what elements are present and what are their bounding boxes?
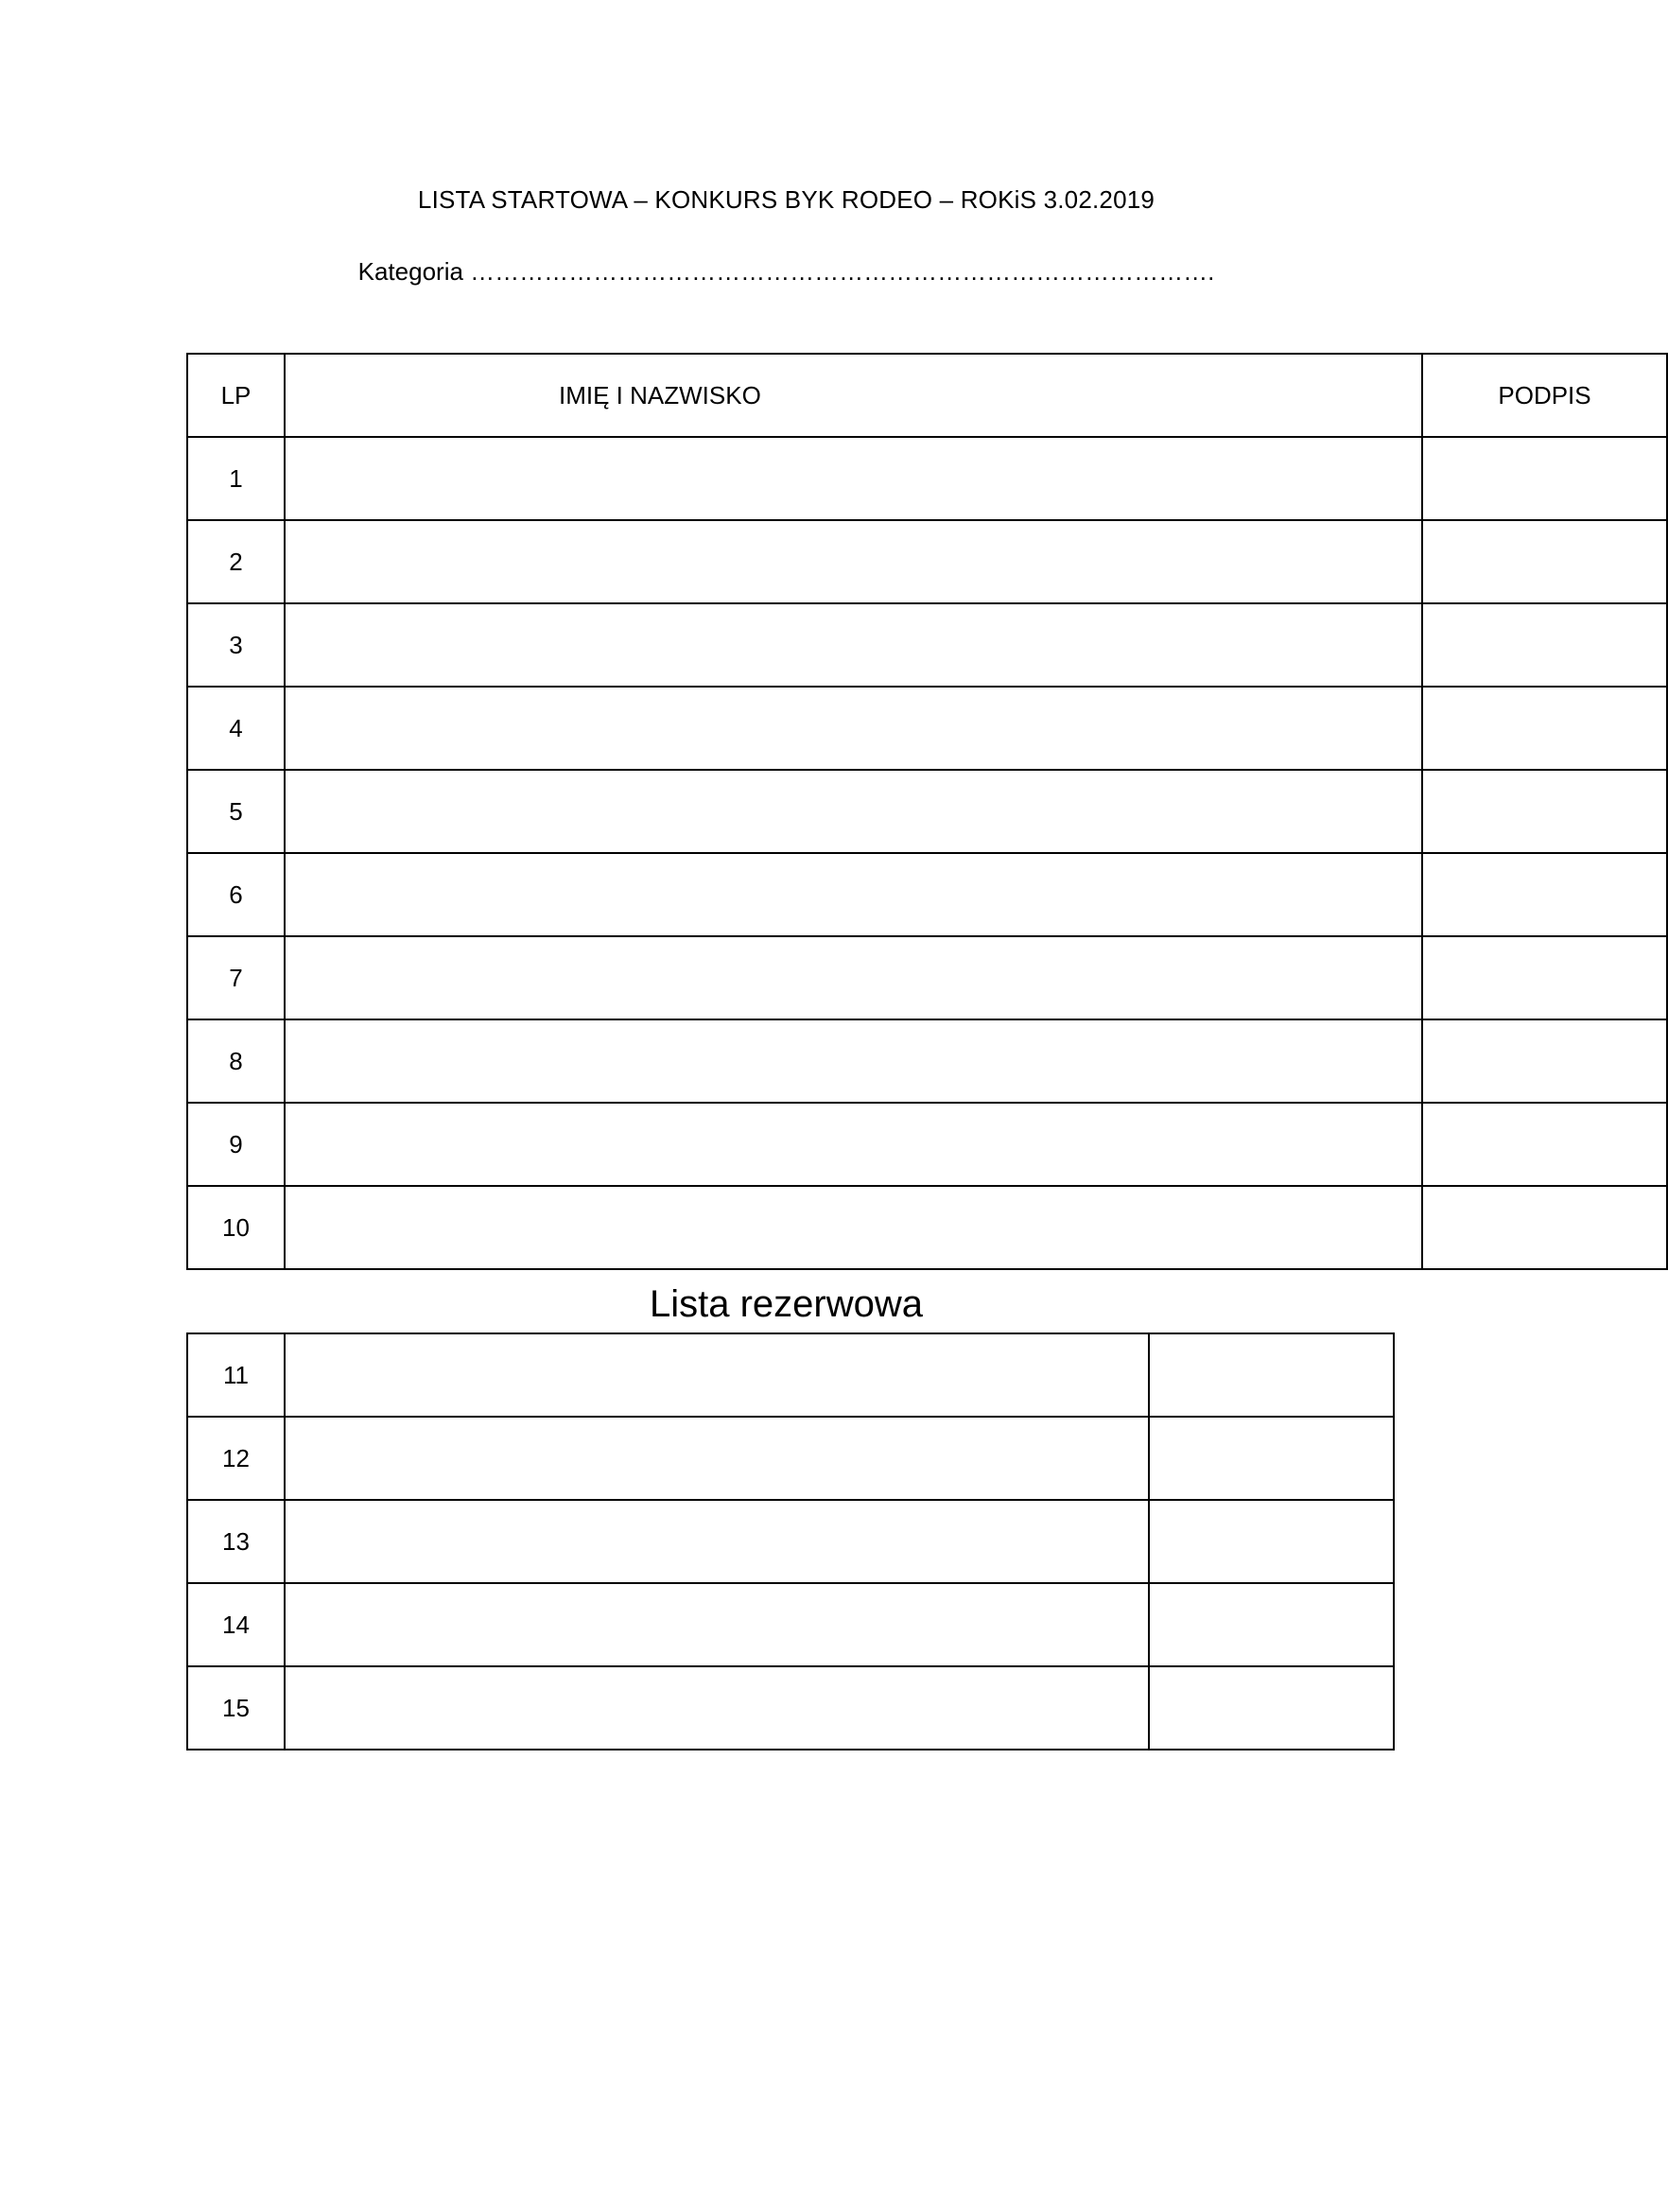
table-row <box>187 603 1667 687</box>
table-row <box>187 437 1667 520</box>
signature-cell[interactable] <box>1422 603 1667 687</box>
name-cell[interactable] <box>285 1103 1422 1186</box>
signature-cell[interactable] <box>1422 687 1667 770</box>
signature-cell[interactable] <box>1149 1500 1394 1583</box>
row-number: 14 <box>187 1583 285 1666</box>
row-number: 10 <box>187 1186 285 1269</box>
row-number: 15 <box>187 1666 285 1750</box>
name-cell[interactable] <box>285 853 1422 936</box>
table-row <box>187 1333 1394 1417</box>
row-number: 2 <box>187 520 285 603</box>
name-cell[interactable] <box>285 1019 1422 1103</box>
row-number: 7 <box>187 936 285 1019</box>
table-header-row <box>187 354 1667 437</box>
signature-cell[interactable] <box>1149 1666 1394 1750</box>
signature-cell[interactable] <box>1149 1333 1394 1417</box>
header-lp: LP <box>187 354 285 437</box>
table-row <box>187 1103 1667 1186</box>
header-signature: PODPIS <box>1422 354 1667 437</box>
category-line: Kategoria ………………………………………………………………………………. <box>357 257 1215 286</box>
row-number: 8 <box>187 1019 285 1103</box>
signature-cell[interactable] <box>1422 437 1667 520</box>
row-number: 3 <box>187 603 285 687</box>
table-row <box>187 1186 1667 1269</box>
signature-cell[interactable] <box>1422 1186 1667 1269</box>
row-number: 13 <box>187 1500 285 1583</box>
table-row <box>187 1417 1394 1500</box>
name-cell[interactable] <box>285 1666 1149 1750</box>
table-row <box>187 1019 1667 1103</box>
table-row <box>187 770 1667 853</box>
table-row <box>187 1666 1394 1750</box>
signature-cell[interactable] <box>1422 1103 1667 1186</box>
row-number: 12 <box>187 1417 285 1500</box>
page-title: LISTA STARTOWA – KONKURS BYK RODEO – ROKiS 3.02.2019 <box>417 185 1155 214</box>
name-cell[interactable] <box>285 1186 1422 1269</box>
header-name: IMIĘ I NAZWISKO <box>285 354 1422 437</box>
table-row <box>187 1500 1394 1583</box>
reserve-list-table <box>186 1332 1395 1750</box>
name-cell[interactable] <box>285 1333 1149 1417</box>
name-cell[interactable] <box>285 1417 1149 1500</box>
row-number: 9 <box>187 1103 285 1186</box>
signature-cell[interactable] <box>1149 1417 1394 1500</box>
name-cell[interactable] <box>285 520 1422 603</box>
table-row <box>187 1583 1394 1666</box>
name-cell[interactable] <box>285 687 1422 770</box>
row-number: 1 <box>187 437 285 520</box>
table-row <box>187 936 1667 1019</box>
signature-cell[interactable] <box>1422 770 1667 853</box>
name-cell[interactable] <box>285 603 1422 687</box>
signature-cell[interactable] <box>1149 1583 1394 1666</box>
row-number: 6 <box>187 853 285 936</box>
table-row <box>187 687 1667 770</box>
row-number: 11 <box>187 1333 285 1417</box>
name-cell[interactable] <box>285 936 1422 1019</box>
signature-cell[interactable] <box>1422 520 1667 603</box>
row-number: 5 <box>187 770 285 853</box>
name-cell[interactable] <box>285 1500 1149 1583</box>
start-list-table <box>186 353 1668 1270</box>
name-cell[interactable] <box>285 770 1422 853</box>
reserve-list-heading: Lista rezerwowa <box>649 1283 923 1325</box>
table-row <box>187 520 1667 603</box>
signature-cell[interactable] <box>1422 853 1667 936</box>
table-row <box>187 853 1667 936</box>
row-number: 4 <box>187 687 285 770</box>
name-cell[interactable] <box>285 1583 1149 1666</box>
signature-cell[interactable] <box>1422 936 1667 1019</box>
signature-cell[interactable] <box>1422 1019 1667 1103</box>
name-cell[interactable] <box>285 437 1422 520</box>
